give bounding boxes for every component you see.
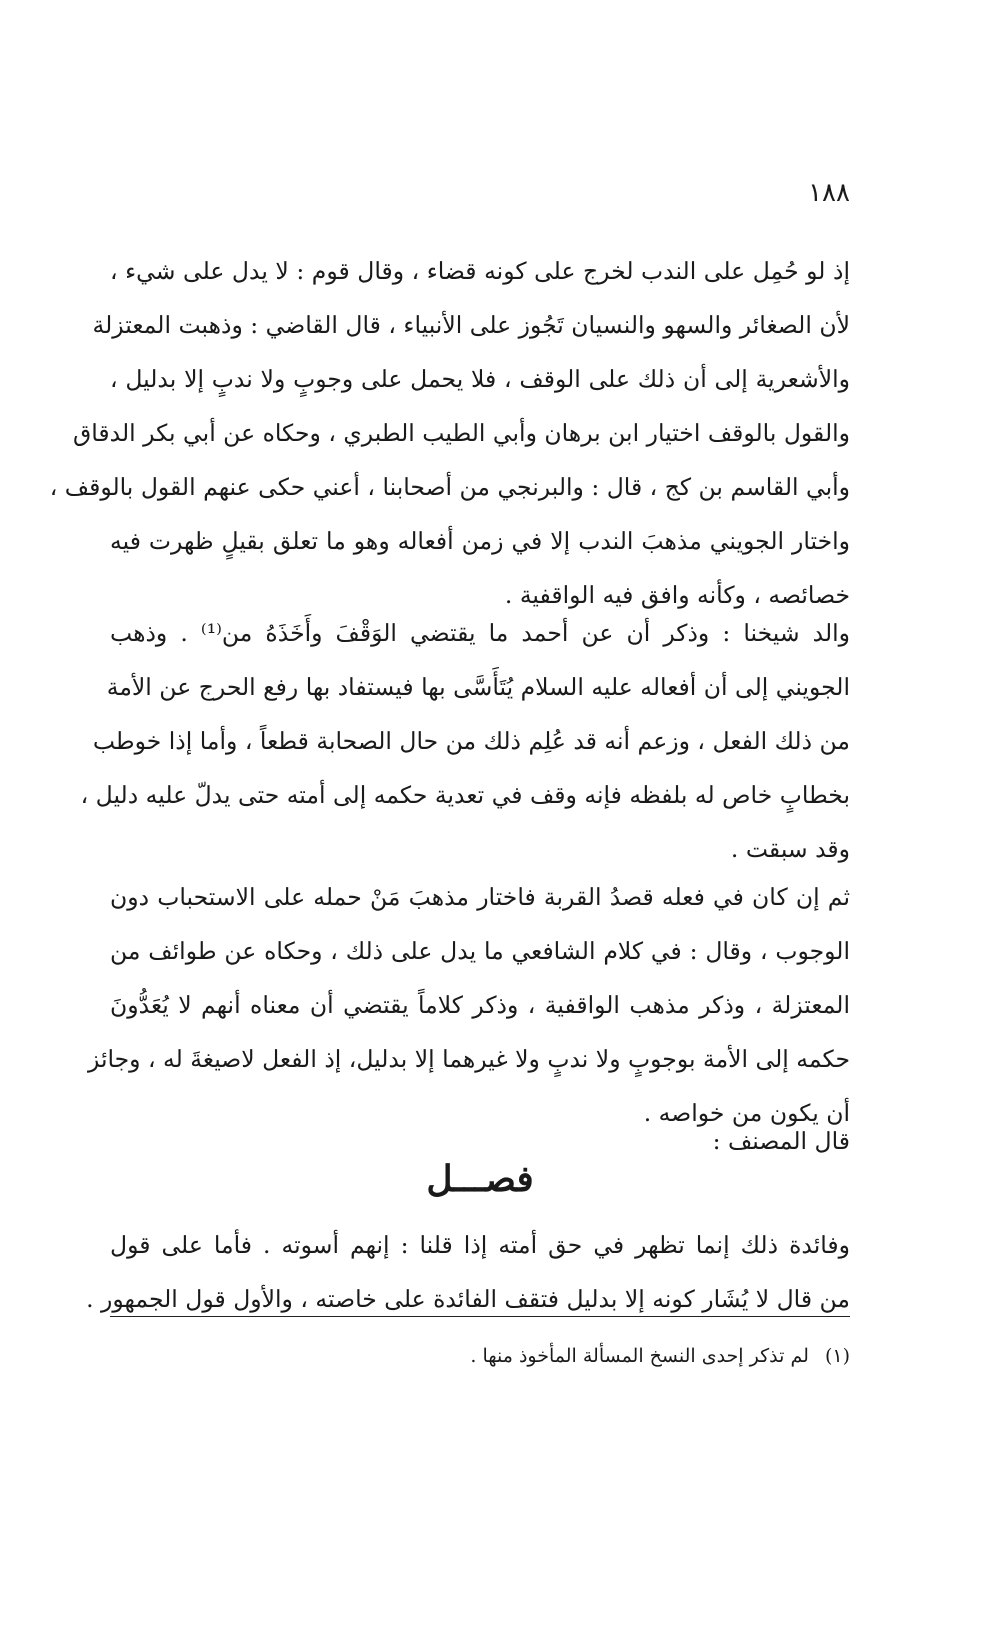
text-line: حكمه إلى الأمة بوجوبٍ ولا ندبٍ ولا غيرهما إلا بدليل، إذ الفعل لاصيغةَ له ، وجائز	[87, 1045, 850, 1073]
text-line: خصائصه ، وكأنه وافق فيه الواقفية .	[504, 581, 850, 609]
text-line: من ذلك الفعل ، وزعم أنه قد عُلِم ذلك من حال الصحابة قطعاً ، وأما إذا خوطب	[92, 727, 850, 755]
page-number: ١٨٨	[808, 178, 850, 208]
text-line: إذ لو حُمِل على الندب لخرج على كونه قضاء ، وقال قوم : لا يدل على شيء ،	[110, 257, 850, 285]
footnote	[470, 1338, 850, 1374]
text-line: وقد سبقت .	[730, 835, 850, 863]
text-line: بخطابٍ خاص له بلفظه فإنه وقف في تعدية حكمه إلى أمته حتى يدلّ عليه دليل ،	[80, 781, 850, 809]
text-line: والد شيخنا : وذكر أن عن أحمد ما يقتضي الوَقْفَ وأَخَذَهُ من⁽¹⁾ . وذهب	[110, 619, 851, 647]
text-line: والأشعرية إلى أن ذلك على الوقف ، فلا يحمل على وجوبٍ ولا ندبٍ إلا بدليل ،	[110, 365, 850, 393]
text-line: وفائدة ذلك إنما تظهر في حق أمته إذا قلنا : إنهم أسوته . فأما على قول	[110, 1231, 850, 1259]
paragraph-3	[87, 870, 850, 1140]
paragraph-2	[80, 606, 851, 876]
text-line: والقول بالوقف اختيار ابن برهان وأبي الطيب الطبري ، وحكاه عن أبي بكر الدقاق	[72, 419, 850, 447]
footnote-divider	[110, 1316, 850, 1317]
text-line: قال المصنف :	[712, 1127, 850, 1155]
text-line: أن يكون من خواصه .	[643, 1099, 850, 1127]
footnote-text: لم تذكر إحدى النسخ المسألة المأخوذ منها .	[470, 1345, 809, 1367]
text-line: المعتزلة ، وذكر مذهب الواقفية ، وذكر كلاماً يقتضي أن معناه أنهم لا يُعَدُّونَ	[110, 991, 850, 1019]
book-page	[49, 0, 851, 1650]
text-line: من قال لا يُشَار كونه إلا بدليل فتقف الفائدة على خاصته ، والأول قول الجمهور .	[86, 1285, 850, 1313]
paragraph-1	[49, 244, 850, 622]
text-line: الوجوب ، وقال : في كلام الشافعي ما يدل على ذلك ، وحكاه عن طوائف من	[110, 937, 850, 965]
paragraph-5	[86, 1218, 850, 1326]
text-line: لأن الصغائر والسهو والنسيان تَجُوز على الأنبياء ، قال القاضي : وذهبت المعتزلة	[92, 311, 850, 339]
footnote-marker: (١)	[824, 1345, 850, 1367]
section-heading: فصـــل	[426, 1158, 534, 1200]
text-line: وأبي القاسم بن كج ، قال : والبرنجي من أصحابنا ، أعني حكى عنهم القول بالوقف ،	[49, 473, 850, 501]
text-line: ثم إن كان في فعله قصدُ القربة فاختار مذهبَ مَنْ حمله على الاستحباب دون	[110, 883, 850, 911]
text-line: واختار الجويني مذهبَ الندب إلا في زمن أفعاله وهو ما تعلق بقيلٍ ظهرت فيه	[110, 527, 850, 555]
text-line: الجويني إلى أن أفعاله عليه السلام يُتَأَسَّى بها فيستفاد بها رفع الحرج عن الأمة	[106, 673, 850, 701]
